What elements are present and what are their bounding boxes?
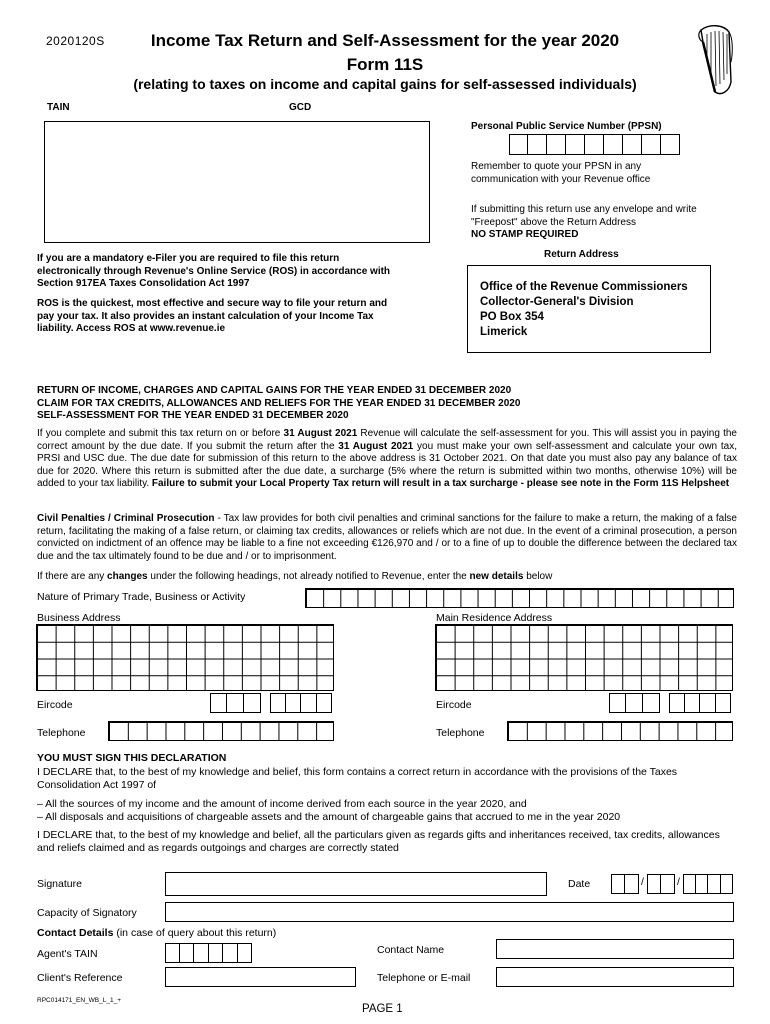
changes-instruction (37, 571, 737, 584)
main-residence-label: Main Residence Address (436, 612, 553, 624)
address-line: Collector-General's Division (480, 296, 634, 308)
residence-eircode-unique-input[interactable] (669, 693, 731, 713)
nature-label: Nature of Primary Trade, Business or Activity (37, 591, 246, 603)
contact-details-sub: (in case of query about this return) (113, 927, 277, 939)
capacity-input[interactable] (165, 902, 734, 922)
contact-name-input[interactable] (496, 939, 734, 959)
heading-self-assessment: SELF-ASSESSMENT FOR THE YEAR ENDED 31 DECEMBER 2020 (37, 410, 349, 421)
return-address-label: Return Address (544, 249, 619, 260)
agent-tain-label: Agent's TAIN (37, 948, 98, 960)
address-line: Office of the Revenue Commissioners (480, 281, 688, 293)
intro-paragraph (37, 428, 737, 491)
ppsn-note: Remember to quote your PPSN in any communication with your Revenue office (471, 161, 651, 185)
date-label: Date (568, 878, 591, 890)
business-eircode-routing-input[interactable] (210, 693, 261, 713)
taxpayer-address-box (44, 121, 430, 243)
civil-penalties-paragraph (37, 513, 737, 563)
no-stamp-note: NO STAMP REQUIRED (471, 229, 579, 240)
declaration-text-1: I DECLARE that, to the best of my knowledge and belief, this form contains a correct return in accordance with the provisions of the Taxes Consolidation Act 1997 of (37, 766, 678, 791)
signature-label: Signature (37, 878, 82, 890)
intro-date: 31 August 2021 (283, 428, 358, 439)
declaration-heading: YOU MUST SIGN THIS DECLARATION (37, 752, 227, 764)
form-name: Form 11S (346, 55, 424, 74)
intro-text: Revenue will calculate the self-assessment for you. This will assist you in paying the correct amount by the due date. If you submit the return after the (37, 428, 737, 452)
residence-telephone-input[interactable] (507, 721, 733, 741)
intro-text: If you complete and submit this tax return on or before (37, 428, 284, 439)
declaration-bullet-income: – All the sources of my income and the amount of income derived from each source in the year 2020, and (37, 798, 527, 810)
declaration-bullet-gains: – All disposals and acquisitions of chargeable assets and the amount of chargeable gains that accrued to me in the year 2020 (37, 811, 621, 823)
date-year-input[interactable] (683, 874, 733, 894)
changes-text: below (523, 571, 553, 582)
civil-penalties-text: - Tax law provides for both civil penalties and criminal sanctions for the failure to make a return, the making of a false return, facilitating the making of a false return, or claiming tax credits, allowances or reliefs which are not due. In the event of a criminal prosecution, a person convicted on indictment of an offence may be liable to a fine not exceeding €126,970 and / or to a fine of up to double the difference between the declared tax due and the tax ultimately found to be due and / or to imprisonment. (37, 513, 737, 562)
gcd-label: GCD (289, 102, 312, 113)
declaration-text-2: I DECLARE that, to the best of my knowledge and belief, all the particulars given as regards gifts and inheritances received, tax credits, allowances and reliefs claimed and as regards outgoings and charges are correctly stated (37, 829, 720, 854)
page-subtitle: (relating to taxes on income and capital gains for self-assessed individuals) (133, 76, 637, 92)
intro-text: you must make your own self-assessment and calculate your own tax, PRSI and USC due. The due date for submission of this return to the above address is 31 October 2021. On that date you must also pay any balance of tax due for 2020. Where this return is submitted after the due date, a surcharge (5% where the return is submitted within two months, otherwise 10%) will be added to your tax liability. (37, 440, 737, 489)
main-residence-input[interactable] (435, 624, 733, 691)
changes-text: If there are any (37, 571, 108, 582)
page-title: Income Tax Return and Self-Assessment for the year 2020 (150, 31, 620, 50)
business-telephone-label: Telephone (37, 727, 86, 739)
contact-name-label: Contact Name (377, 944, 445, 956)
business-eircode-unique-input[interactable] (270, 693, 332, 713)
business-address-label: Business Address (37, 612, 121, 624)
agent-tain-input[interactable] (165, 943, 252, 963)
address-line: PO Box 354 (480, 311, 544, 323)
surcharge-warning: Failure to submit your Local Property Tax return will result in a tax surcharge - please see note in the Form 11S Helpsheet (151, 478, 730, 489)
return-headings (37, 385, 737, 423)
contact-details-heading (37, 927, 276, 939)
changes-text: changes (107, 571, 148, 582)
form-code: 2020120S (46, 34, 105, 48)
business-address-input[interactable] (36, 624, 334, 691)
harp-emblem-icon (695, 22, 735, 98)
residence-eircode-routing-input[interactable] (609, 693, 660, 713)
changes-text: new details (469, 571, 524, 582)
business-eircode-label: Eircode (37, 699, 73, 711)
ros-note: ROS is the quickest, most effective and secure way to file your return and pay your tax. It also provides an instant calculation of your Income Tax liability. Access ROS at www.revenue.ie (37, 298, 388, 334)
freepost-note: If submitting this return use any envelope and write "Freepost" above the Return Address (471, 204, 697, 228)
efiler-note: If you are a mandatory e-Filer you are required to file this return electronically through Revenue's Online Service (ROS) in accordance with Section 917EA Taxes Consolidation Act 1997 (37, 253, 391, 289)
date-separator: / (677, 876, 680, 888)
capacity-label: Capacity of Signatory (37, 907, 137, 919)
telephone-email-input[interactable] (496, 967, 734, 987)
client-reference-label: Client's Reference (37, 972, 123, 984)
residence-eircode-label: Eircode (436, 699, 472, 711)
telephone-email-label: Telephone or E-mail (377, 972, 471, 984)
date-day-input[interactable] (611, 874, 639, 894)
page-number: PAGE 1 (362, 1003, 403, 1015)
ppsn-input[interactable] (509, 134, 680, 155)
ppsn-label: Personal Public Service Number (PPSN) (471, 121, 662, 132)
intro-date: 31 August 2021 (338, 440, 414, 452)
signature-input[interactable] (165, 872, 547, 896)
heading-return: RETURN OF INCOME, CHARGES AND CAPITAL GAINS FOR THE YEAR ENDED 31 DECEMBER 2020 (37, 385, 512, 396)
contact-details-label: Contact Details (37, 927, 114, 939)
business-telephone-input[interactable] (108, 721, 334, 741)
return-address-box (467, 265, 711, 353)
civil-penalties-label: Civil Penalties / Criminal Prosecution (37, 513, 215, 524)
tain-label: TAIN (47, 102, 70, 113)
reference-code: RPC014171_EN_WB_L_1_+ (37, 997, 122, 1004)
heading-claim: CLAIM FOR TAX CREDITS, ALLOWANCES AND RELIEFS FOR THE YEAR ENDED 31 DECEMBER 2020 (37, 397, 521, 409)
address-line: Limerick (480, 326, 528, 338)
date-month-input[interactable] (647, 874, 675, 894)
changes-text: under the following headings, not already notified to Revenue, enter the (147, 571, 470, 582)
date-separator: / (641, 876, 644, 888)
client-reference-input[interactable] (165, 967, 356, 987)
nature-input[interactable] (305, 588, 734, 608)
residence-telephone-label: Telephone (436, 727, 485, 739)
